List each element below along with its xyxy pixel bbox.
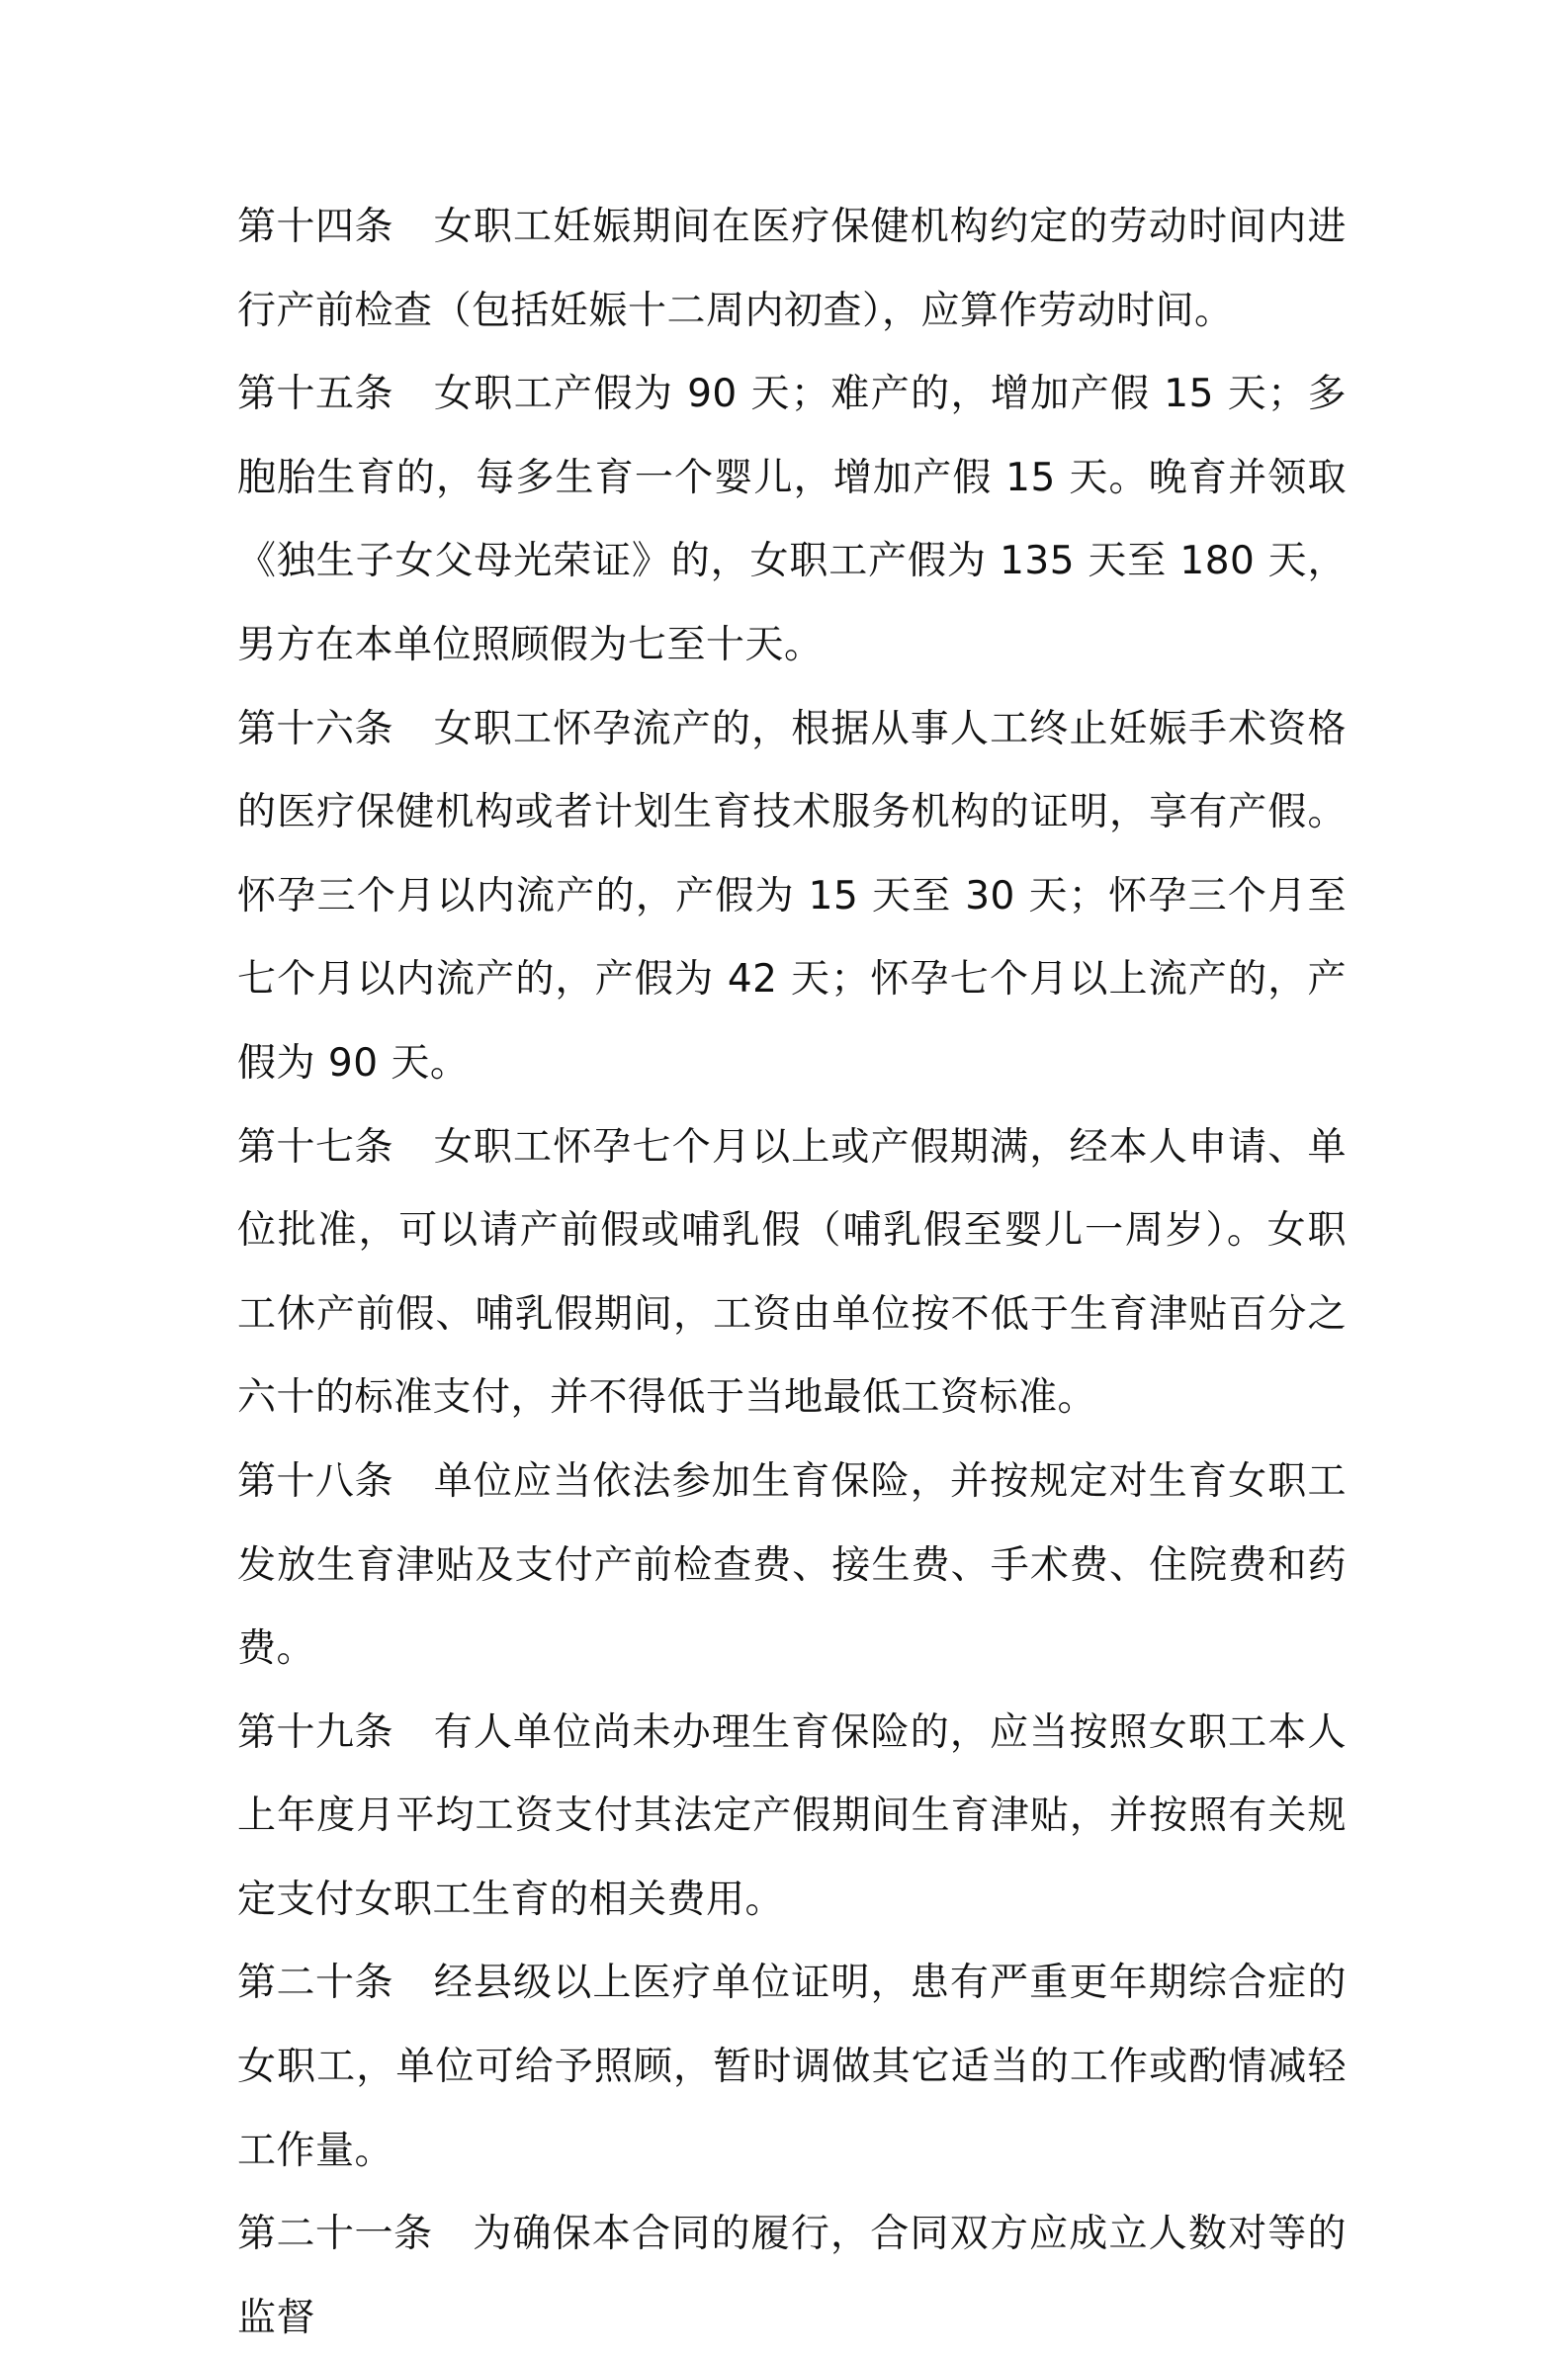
article-20 xyxy=(237,1942,1347,2193)
article-19 xyxy=(237,1692,1347,1943)
article-number: 第十七条 xyxy=(237,1124,394,1170)
article-17 xyxy=(237,1106,1347,1441)
article-text: 经县级以上医疗单位证明，患有严重更年期综合症的女职工，单位可给予照顾，暂时调做其它适当的工作或酌情减轻工作量。 xyxy=(237,1961,1347,2173)
article-text: 女职工产假为 90 天；难产的，增加产假 15 天；多胞胎生育的，每多生育一个婴儿，增加产假 15 天。晚育并领取《独生子女父母光荣证》的，女职工产假为 135 天至 180 天，男方在本单位照顾假为七至十天。 xyxy=(237,372,1347,667)
article-15 xyxy=(237,353,1347,687)
article-number: 第十六条 xyxy=(237,706,394,751)
document-body xyxy=(237,186,1347,2360)
article-16 xyxy=(237,688,1347,1106)
article-14 xyxy=(237,186,1347,353)
article-number: 第十八条 xyxy=(237,1458,394,1504)
article-text: 女职工怀孕七个月以上或产假期满，经本人申请、单位批准，可以请产前假或哺乳假（哺乳假至婴儿一周岁）。女职工休产前假、哺乳假期间，工资由单位按不低于生育津贴百分之六十的标准支付，并不得低于当地最低工资标准。 xyxy=(237,1124,1347,1421)
article-number: 第十五条 xyxy=(237,372,394,417)
article-text: 为确保本合同的履行，合同双方应成立人数对等的监督 xyxy=(237,2212,1347,2340)
article-number: 第十四条 xyxy=(237,205,394,249)
article-text: 单位应当依法参加生育保险，并按规定对生育女职工发放生育津贴及支付产前检查费、接生费、手术费、住院费和药费。 xyxy=(237,1458,1347,1672)
article-number: 第十九条 xyxy=(237,1709,394,1755)
article-text: 女职工妊娠期间在医疗保健机构约定的劳动时间内进行产前检查（包括妊娠十二周内初查），应算作劳动时间。 xyxy=(237,205,1347,333)
article-18 xyxy=(237,1441,1347,1692)
article-text: 女职工怀孕流产的，根据从事人工终止妊娠手术资格的医疗保健机构或者计划生育技术服务机构的证明，享有产假。怀孕三个月以内流产的，产假为 15 天至 30 天；怀孕三个月至七个月以内流产的，产假为 42 天；怀孕七个月以上流产的，产假为 90 天。 xyxy=(237,706,1347,1086)
article-number: 第二十一条 xyxy=(237,2212,433,2257)
article-text: 有人单位尚未办理生育保险的，应当按照女职工本人上年度月平均工资支付其法定产假期间生育津贴，并按照有关规定支付女职工生育的相关费用。 xyxy=(237,1709,1347,1922)
article-number: 第二十条 xyxy=(237,1961,394,2006)
